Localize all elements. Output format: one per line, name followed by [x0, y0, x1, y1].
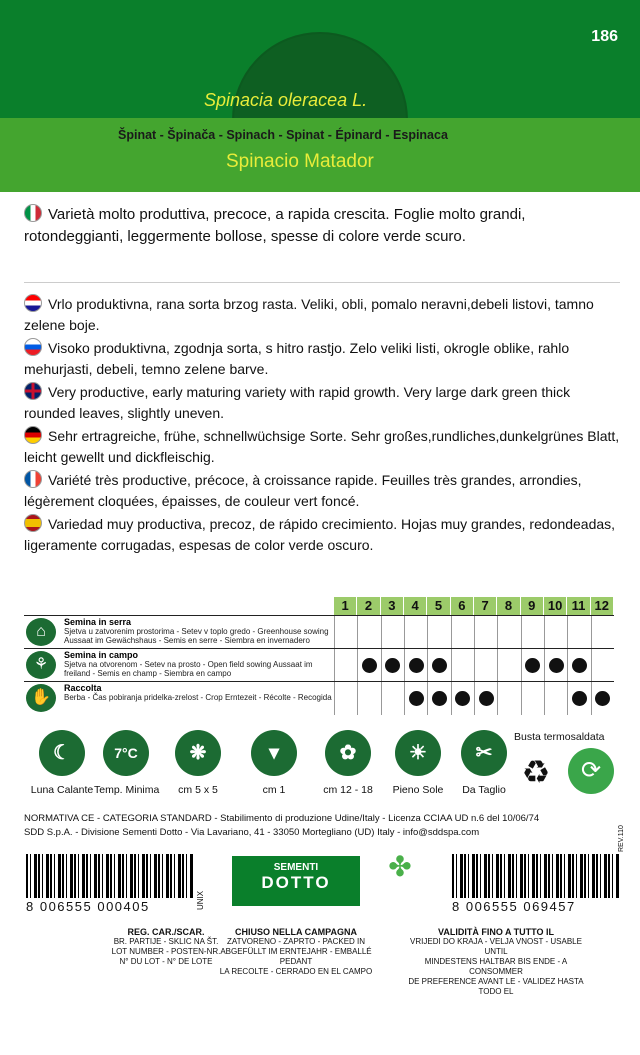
latin-name: Spinacia oleracea L.	[204, 90, 368, 110]
calendar-dot	[595, 691, 610, 706]
calendar-cell	[591, 649, 614, 682]
footer-reg-title: REG. CAR./SCAR.	[127, 927, 205, 937]
growing-icon-item	[94, 730, 158, 796]
calendar-dot	[432, 658, 447, 673]
footer-valid-line: VRIJEDI DO KRAJA - VELJA VNOST - USABLE UNTIL	[410, 937, 582, 956]
flag-spain-icon	[24, 514, 42, 532]
calendar-cell	[357, 649, 380, 682]
calendar-cell	[521, 682, 544, 715]
calendar-cell	[567, 616, 590, 649]
languages-line: Špinat - Špinača - Spinach - Spinat - Épinard - Espinaca	[118, 128, 448, 142]
calendar-row-text: Berba - Čas pobiranja pridelka-zrelost - Crop Erntezeit - Récolte - Recogida	[64, 693, 332, 702]
flag-italy-icon	[24, 204, 42, 222]
growing-icon-item	[452, 730, 516, 796]
sun-icon: ☀	[395, 730, 441, 776]
footer-reg-line: LOT NUMBER - POSTEN-NR.	[111, 947, 221, 956]
clover-logo-icon: ✤	[388, 851, 412, 882]
growing-icon-label: Da Taglio	[462, 784, 506, 796]
calendar-row	[24, 615, 614, 648]
calendar-cell	[334, 682, 357, 715]
calendar-cell	[497, 649, 520, 682]
recycle-icon: ⟳	[568, 748, 614, 794]
flag-uk-icon	[24, 382, 42, 400]
calendar-cell	[451, 616, 474, 649]
growing-icon-item	[30, 730, 94, 796]
growing-icon-item	[166, 730, 230, 796]
description-hr	[24, 294, 620, 336]
calendar-cell	[404, 616, 427, 649]
calendar-dot	[455, 691, 470, 706]
legal-text	[24, 812, 614, 840]
calendar-row-title: Raccolta	[64, 683, 102, 693]
calendar-cell	[381, 616, 404, 649]
calendar-cell	[474, 682, 497, 715]
footer-closed-line: LA RECOLTE - CERRADO EN EL CAMPO	[219, 967, 373, 976]
growing-icon-item	[316, 730, 380, 796]
description-en-text: Very productive, early maturing variety with rapid growth. Very large dark green thick rounded leaves, slightly uneven.	[24, 384, 571, 421]
greenhouse-icon: ⌂	[26, 618, 56, 646]
calendar-cell	[567, 682, 590, 715]
description-de	[24, 426, 620, 468]
calendar-cell	[474, 649, 497, 682]
calendar-dot	[385, 658, 400, 673]
barcode-left	[26, 854, 194, 914]
calendar-month: 3	[381, 597, 404, 615]
thermo-sealed-label: Busta termosaldata	[514, 731, 605, 743]
growing-icon-label: cm 12 - 18	[323, 784, 373, 796]
growing-icon-label: Pieno Sole	[392, 784, 444, 796]
calendar-month: 11	[567, 597, 590, 615]
footer-reg-line: N° DU LOT - N° DE LOTE	[119, 957, 213, 966]
package-number: 186	[591, 28, 618, 45]
header	[0, 0, 640, 192]
descriptions-block	[24, 294, 620, 558]
calendar-cell	[427, 682, 450, 715]
calendar-cell	[544, 616, 567, 649]
footer-closed-line: ZATVORENO - ZAPRTO - PACKED IN	[226, 937, 366, 946]
calendar-dot	[409, 658, 424, 673]
flag-slovenia-icon	[24, 338, 42, 356]
footer-valid	[398, 927, 594, 997]
temperature-icon: 7°C	[103, 730, 149, 776]
calendar-cell	[451, 649, 474, 682]
description-en	[24, 382, 620, 424]
calendar-cell	[544, 649, 567, 682]
calendar-dot	[479, 691, 494, 706]
harvest-icon: ✋	[26, 684, 56, 712]
growing-icons	[30, 730, 506, 800]
growing-icon-label: Luna Calante	[30, 784, 94, 796]
calendar-cell	[334, 649, 357, 682]
calendar-row-text: Sjetva na otvorenom - Setev na prosto - Open field sowing Aussaat im freiland - Semis en champ - Siembra en campo	[64, 660, 313, 678]
calendar-row-text: Sjetva u zatvorenim prostorima - Setev v toplo gredo - Greenhouse sowing Aussaat im Gewächshaus - Semis en serre - Siembra en invernadero	[64, 627, 329, 645]
description-fr-text: Variété très productive, précoce, à croissance rapide. Feuilles très grandes, arrondies, légèrement cloquées, épaisses, de couleur vert foncé.	[24, 472, 582, 509]
flag-germany-icon	[24, 426, 42, 444]
calendar-row-title: Semina in serra	[64, 617, 132, 627]
calendar-dot	[432, 691, 447, 706]
description-sl	[24, 338, 620, 380]
calendar-month: 6	[451, 597, 474, 615]
description-es	[24, 514, 620, 556]
calendar-cell	[404, 682, 427, 715]
calendar-months-header	[334, 597, 614, 615]
growing-icon-item	[242, 730, 306, 796]
calendar-row-label	[64, 651, 334, 678]
description-fr	[24, 470, 620, 512]
calendar-dot	[549, 658, 564, 673]
legal-line-2: SDD S.p.A. - Divisione Sementi Dotto - Via Lavariano, 41 - 33050 Mortegliano (UD) Italy - info@sddspa.com	[24, 827, 480, 838]
description-hr-text: Vrlo produktivna, rana sorta brzog rasta. Veliki, obli, pomalo neravni,debeli listovi, tamno zelene boje.	[24, 296, 594, 333]
calendar-cell	[544, 682, 567, 715]
calendar-cell	[591, 616, 614, 649]
barcode-bars-left	[26, 854, 194, 898]
description-sl-text: Visoko produktivna, zgodnja sorta, s hitro rastjo. Zelo veliki listi, okrogle oblike, rahlo mehurjasti, debeli, temno zelene barve.	[24, 340, 570, 377]
calendar-cell	[381, 649, 404, 682]
calendar-month: 5	[427, 597, 450, 615]
barcode-bars-right	[452, 854, 620, 898]
field-sowing-icon: ⚘	[26, 651, 56, 679]
calendar-cell	[357, 616, 380, 649]
calendar-month: 1	[334, 597, 357, 615]
barcode-right	[452, 854, 620, 914]
footer-closed-line: ABGEFÜLLT IM ERNTEJAHR - EMBALLÉ PEDANT	[220, 947, 372, 966]
barcode-number-left: 8 006555 000405	[26, 899, 150, 914]
calendar-row-title: Semina in campo	[64, 650, 139, 660]
spacing-icon: ❋	[175, 730, 221, 776]
footer-valid-line: MINDESTENS HALTBAR BIS ENDE - A CONSOMMER	[424, 957, 568, 976]
calendar-row	[24, 648, 614, 681]
calendar-cell	[381, 682, 404, 715]
calendar-cell	[427, 616, 450, 649]
logo-top-text: SEMENTI	[273, 862, 319, 873]
barcode-number-right: 8 006555 069457	[452, 899, 576, 914]
calendar-cell	[521, 616, 544, 649]
description-it-text: Varietà molto produttiva, precoce, a rapida crescita. Foglie molto grandi, rotondeggianti, leggermente bollose, spesse di colore verde scuro.	[24, 206, 526, 245]
calendar-cell	[497, 682, 520, 715]
calendar-month: 12	[591, 597, 614, 615]
calendar-dot	[572, 658, 587, 673]
description-de-text: Sehr ertragreiche, frühe, schnellwüchsige Sorte. Sehr großes,rundliches,dunkelgrünes Blatt, leicht gewellt und dickfleischig.	[24, 428, 620, 465]
calendar-cell	[404, 649, 427, 682]
cutting-icon: ✂	[461, 730, 507, 776]
revision-code: REV.110	[618, 825, 625, 852]
calendar-cell	[451, 682, 474, 715]
moon-icon: ☾	[39, 730, 85, 776]
calendar-cell	[567, 649, 590, 682]
calendar-dot	[409, 691, 424, 706]
divider	[24, 282, 620, 283]
calendar-cell	[427, 649, 450, 682]
growing-icon-item	[386, 730, 450, 796]
calendar-month: 8	[497, 597, 520, 615]
flag-croatia-icon	[24, 294, 42, 312]
calendar-month: 2	[357, 597, 380, 615]
calendar-month: 4	[404, 597, 427, 615]
footer-closed	[206, 927, 386, 977]
sementi-dotto-logo	[232, 856, 360, 906]
sowing-calendar	[24, 597, 614, 715]
calendar-row-label	[64, 618, 334, 645]
calendar-cell	[521, 649, 544, 682]
growing-icon-label: cm 1	[262, 784, 286, 796]
calendar-cell	[497, 616, 520, 649]
growing-icon-label: cm 5 x 5	[178, 784, 218, 796]
unix-label: UNIX	[196, 890, 205, 910]
calendar-dot	[362, 658, 377, 673]
flag-france-icon	[24, 470, 42, 488]
calendar-month: 9	[521, 597, 544, 615]
calendar-month: 7	[474, 597, 497, 615]
calendar-dot	[525, 658, 540, 673]
description-it	[24, 204, 620, 248]
legal-line-1: NORMATIVA CE - CATEGORIA STANDARD - Stabilimento di produzione Udine/Italy - Licenza CCIAA UD n.6 del 10/06/74	[24, 813, 540, 824]
calendar-cell	[357, 682, 380, 715]
calendar-month: 10	[544, 597, 567, 615]
logo-bottom-text: DOTTO	[261, 873, 331, 892]
footer-closed-title: CHIUSO NELLA CAMPAGNA	[235, 927, 357, 937]
dispose-bin-icon: ♻	[521, 754, 551, 790]
depth-icon: ▾	[251, 730, 297, 776]
calendar-cell	[474, 616, 497, 649]
description-es-text: Variedad muy productiva, precoz, de rápido crecimiento. Hojas muy grandes, redondeadas, ligeramente corrugadas, espesas de color verde oscuro.	[24, 516, 616, 553]
calendar-cell	[334, 616, 357, 649]
footer-valid-line: DE PREFERENCE AVANT LE - VALIDEZ HASTA TODO EL	[408, 977, 584, 996]
calendar-row	[24, 681, 614, 714]
calendar-cell	[591, 682, 614, 715]
calendar-row-label	[64, 684, 334, 702]
height-icon: ✿	[325, 730, 371, 776]
growing-icon-label: Temp. Minima	[94, 784, 160, 796]
footer-reg-line: BR. PARTIJE - SKLIC NA ŠT.	[113, 937, 219, 946]
footer-valid-title: VALIDITÀ FINO A TUTTO IL	[438, 927, 554, 937]
calendar-dot	[572, 691, 587, 706]
variety-name: Spinacio Matador	[226, 151, 374, 172]
